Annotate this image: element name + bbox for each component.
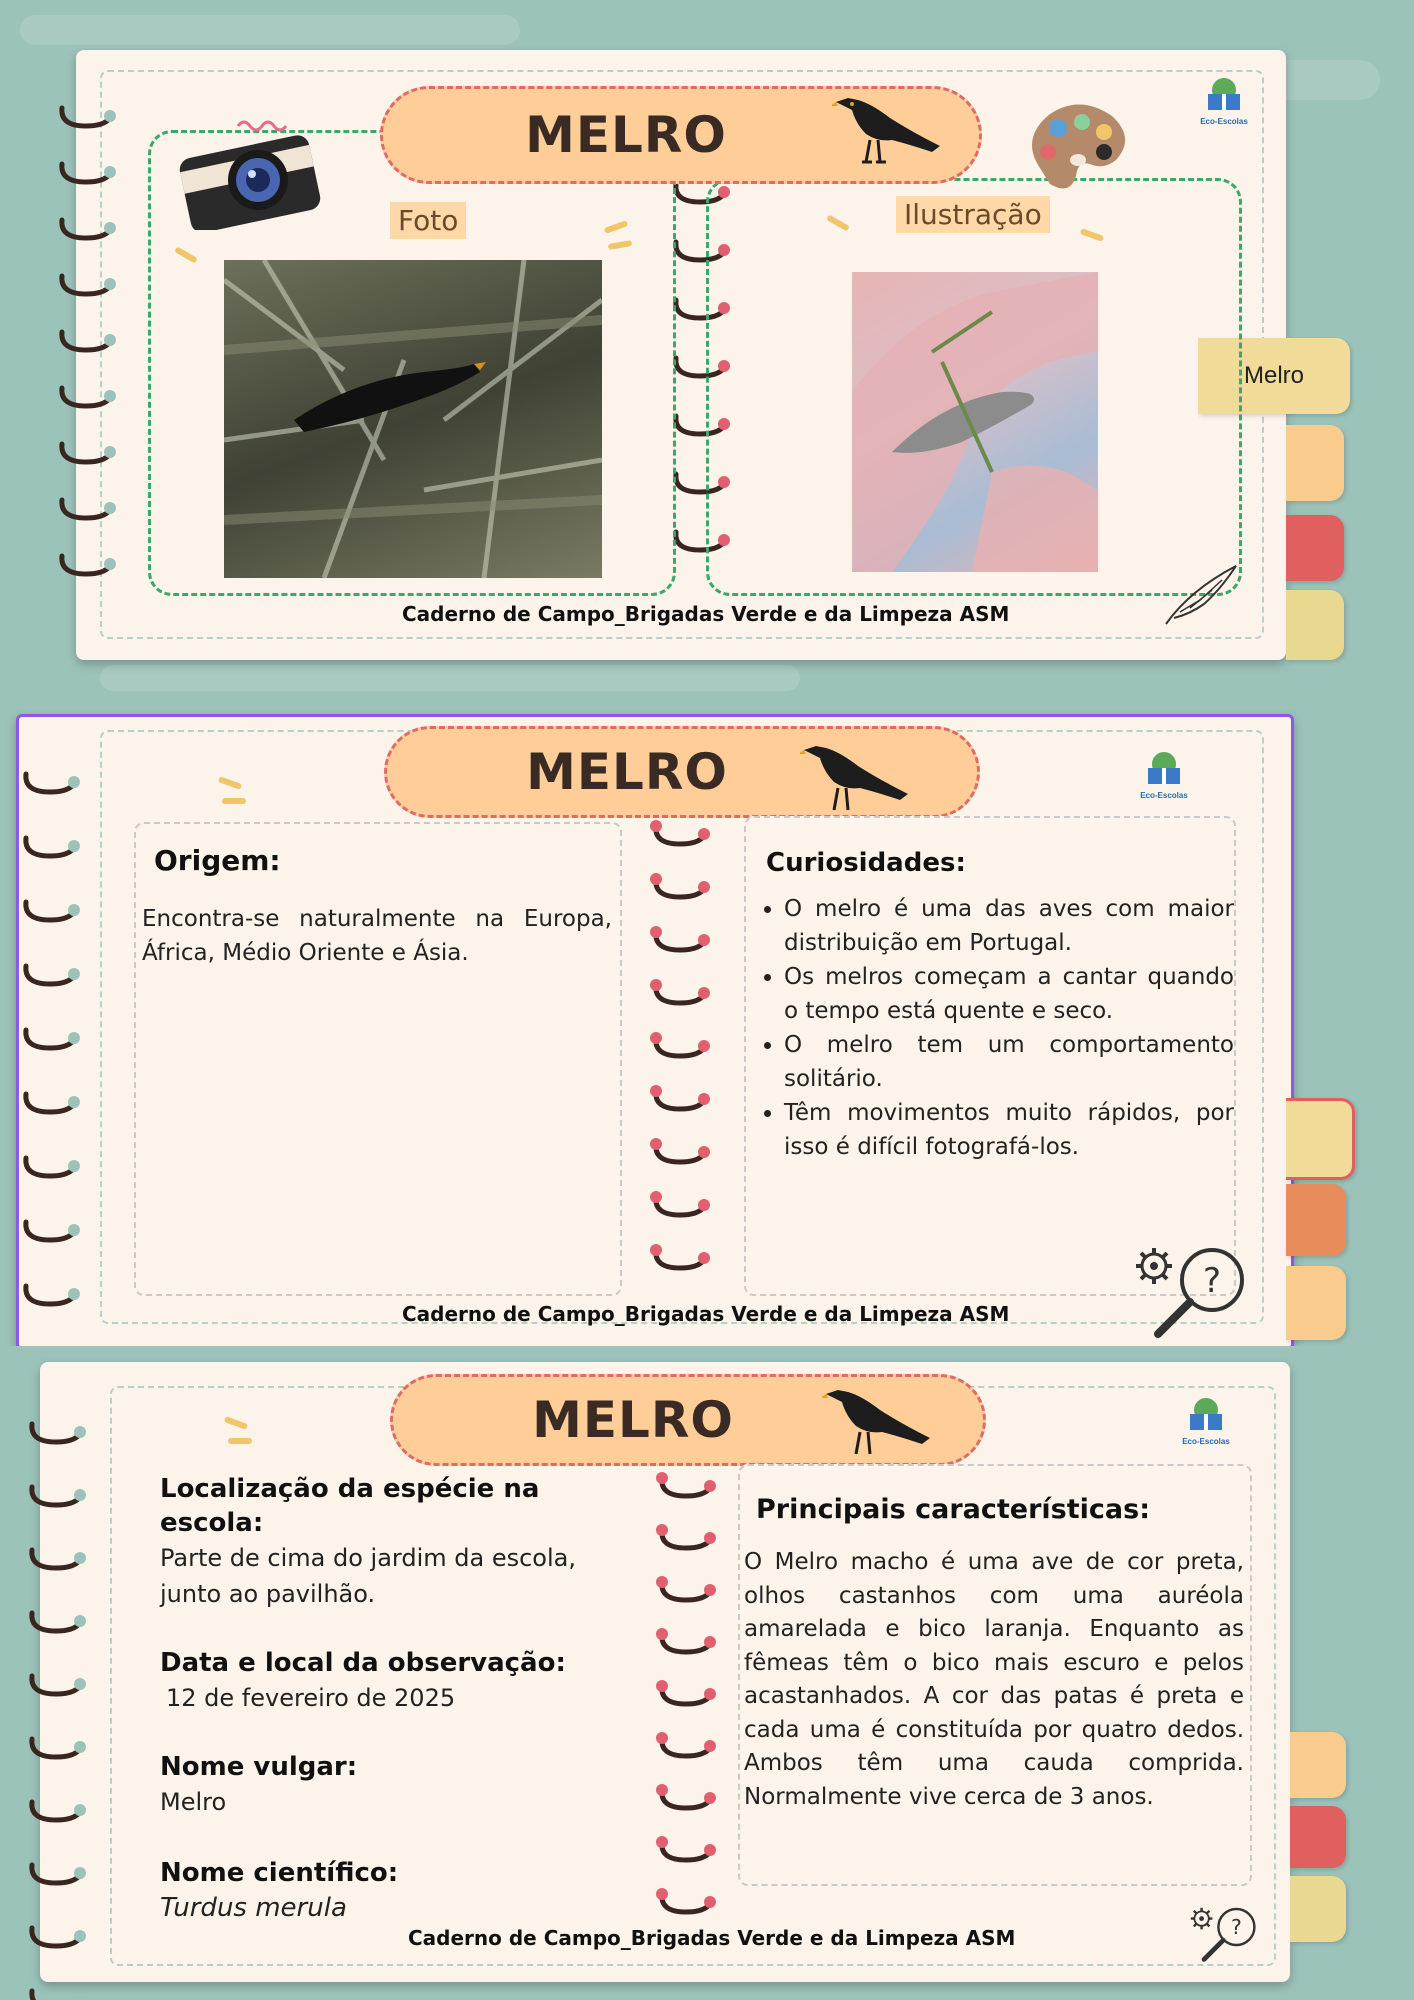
spiral-ring (56, 100, 112, 136)
eco-escolas-logo: Eco-Escolas (1178, 1396, 1234, 1446)
spiral-ring (26, 1479, 82, 1515)
magnifier-question-icon (1128, 1240, 1258, 1340)
eco-escolas-logo: Eco-Escolas (1136, 750, 1192, 800)
gear-icon (1136, 1248, 1172, 1284)
photo-label: Foto (390, 202, 466, 239)
spiral-ring (26, 1416, 82, 1452)
spiral-ring (650, 1136, 706, 1172)
blackbird-photo (224, 260, 602, 578)
spiral-ring (20, 1086, 76, 1122)
tab-red[interactable] (1286, 515, 1344, 581)
spiral-ring (56, 548, 112, 584)
spiral-ring (650, 871, 706, 907)
spiral-ring (650, 1189, 706, 1225)
curiosity-item: • O melro é uma das aves com maior distribuição em Portugal. (784, 892, 1234, 960)
spiral-ring (26, 1983, 82, 2000)
eco-escolas-logo: Eco-Escolas (1196, 76, 1252, 126)
spiral-ring (26, 1857, 82, 1893)
svg-text:?: ? (1230, 1915, 1242, 1940)
notebook-page-photo-illustration (0, 0, 1414, 700)
location-heading: Localização da espécie na escola: (160, 1474, 540, 1538)
location-text: Parte de cima do jardim da escola, junto ao pavilhão. (160, 1544, 576, 1608)
spiral-ring (656, 1678, 712, 1714)
gear-icon (1191, 1908, 1213, 1930)
spiral-ring (20, 1214, 76, 1250)
spiral-ring (656, 1626, 712, 1662)
spiral-ring (656, 1574, 712, 1610)
spiral-ring (56, 380, 112, 416)
common-name: Melro (160, 1788, 227, 1816)
spiral-ring (656, 1522, 712, 1558)
spiral-ring (650, 1242, 706, 1278)
spiral-ring (56, 268, 112, 304)
spiral-ring (650, 977, 706, 1013)
decor-mark (228, 1438, 252, 1444)
features-text: O Melro macho é uma ave de cor preta, olhos castanhos com uma auréola amarelada e bico laranja. Enquanto as fêmeas têm o bico mais escuro e pelos acastanhados. A cor das patas é preta e cada uma é constituída por quatro dedos. Ambos têm uma cauda comprida. Normalmente vive cerca de 3 anos. (744, 1549, 1244, 1810)
origin-heading: Origem: (154, 844, 281, 877)
scientific-name-heading: Nome científico: (160, 1858, 399, 1888)
curiosity-item: • Os melros começam a cantar quando o tempo está quente e seco. (784, 960, 1234, 1028)
blackbird-icon (822, 1380, 934, 1460)
spiral-ring (656, 1834, 712, 1870)
origin-box (134, 822, 622, 1296)
footer-caption: Caderno de Campo_Brigadas Verde e da Limpeza ASM (402, 602, 1010, 626)
tab-peach[interactable] (1290, 1732, 1346, 1798)
spiral-ring (20, 1022, 76, 1058)
spiral-ring (656, 1730, 712, 1766)
features-heading: Principais características: (756, 1494, 1150, 1525)
blackbird-illustration (852, 272, 1098, 572)
spiral-ring (56, 436, 112, 472)
spiral-ring (656, 1782, 712, 1818)
blackbird-icon (800, 736, 912, 816)
feather-icon (1160, 560, 1240, 630)
page-title: MELRO (532, 1391, 734, 1449)
spiral-ring (56, 324, 112, 360)
page-title: MELRO (525, 106, 727, 164)
spiral-ring (26, 1542, 82, 1578)
spiral-ring (656, 1886, 712, 1922)
spiral-ring (20, 766, 76, 802)
spiral-ring (26, 1794, 82, 1830)
curiosity-item: • Têm movimentos muito rápidos, por isso é difícil fotografá-los. (784, 1096, 1234, 1164)
tab-orange[interactable] (1286, 1184, 1346, 1256)
scientific-name: Turdus merula (160, 1893, 347, 1923)
tab-orange[interactable] (1286, 425, 1344, 501)
svg-text:?: ? (1202, 1261, 1222, 1301)
species-info (160, 1472, 620, 1926)
date-heading: Data e local da observação: (160, 1648, 566, 1678)
curiosities-box (744, 816, 1236, 1296)
tab-yellow[interactable] (1290, 1876, 1346, 1942)
footer-caption: Caderno de Campo_Brigadas Verde e da Limpeza ASM (402, 1302, 1010, 1326)
spiral-ring (650, 1083, 706, 1119)
spiral-ring (650, 924, 706, 960)
tab-peach[interactable] (1286, 1266, 1346, 1340)
tab-yellow[interactable] (1286, 590, 1344, 660)
spiral-ring (56, 492, 112, 528)
spiral-ring (56, 156, 112, 192)
spiral-ring (56, 212, 112, 248)
illustration-label: Ilustração (896, 196, 1050, 233)
notebook-page-origin-curiosities (0, 706, 1414, 1346)
spiral-ring (26, 1731, 82, 1767)
spiral-ring (20, 830, 76, 866)
blackbird-icon (832, 88, 944, 168)
decor-mark (222, 798, 246, 804)
spiral-ring (20, 958, 76, 994)
camera-icon (178, 120, 328, 230)
tab-melro-label: Melro (1243, 362, 1304, 389)
page-title: MELRO (526, 743, 728, 801)
tab-red[interactable] (1290, 1806, 1346, 1868)
spiral-ring (650, 818, 706, 854)
spiral-ring (26, 1920, 82, 1956)
spiral-ring (650, 1030, 706, 1066)
footer-caption: Caderno de Campo_Brigadas Verde e da Limpeza ASM (408, 1926, 1016, 1950)
features-box (738, 1464, 1252, 1886)
curiosity-item: • O melro tem um comportamento solitário. (784, 1028, 1234, 1096)
spiral-ring (656, 1470, 712, 1506)
common-name-heading: Nome vulgar: (160, 1752, 358, 1782)
tab-yellow[interactable] (1286, 1098, 1355, 1180)
curiosities-heading: Curiosidades: (766, 848, 966, 878)
palette-icon (1020, 98, 1136, 198)
origin-text: Encontra-se naturalmente na Europa, África, Médio Oriente e Ásia. (142, 906, 612, 966)
curiosities-list (760, 892, 1234, 1164)
magnifier-question-icon (1186, 1902, 1264, 1964)
spiral-ring (20, 1150, 76, 1186)
spiral-ring (26, 1668, 82, 1704)
spiral-ring (26, 1605, 82, 1641)
notebook-page-identification (0, 1346, 1414, 2000)
spiral-ring (20, 1278, 76, 1314)
date-text: 12 de fevereiro de 2025 (166, 1684, 456, 1712)
spiral-ring (20, 894, 76, 930)
